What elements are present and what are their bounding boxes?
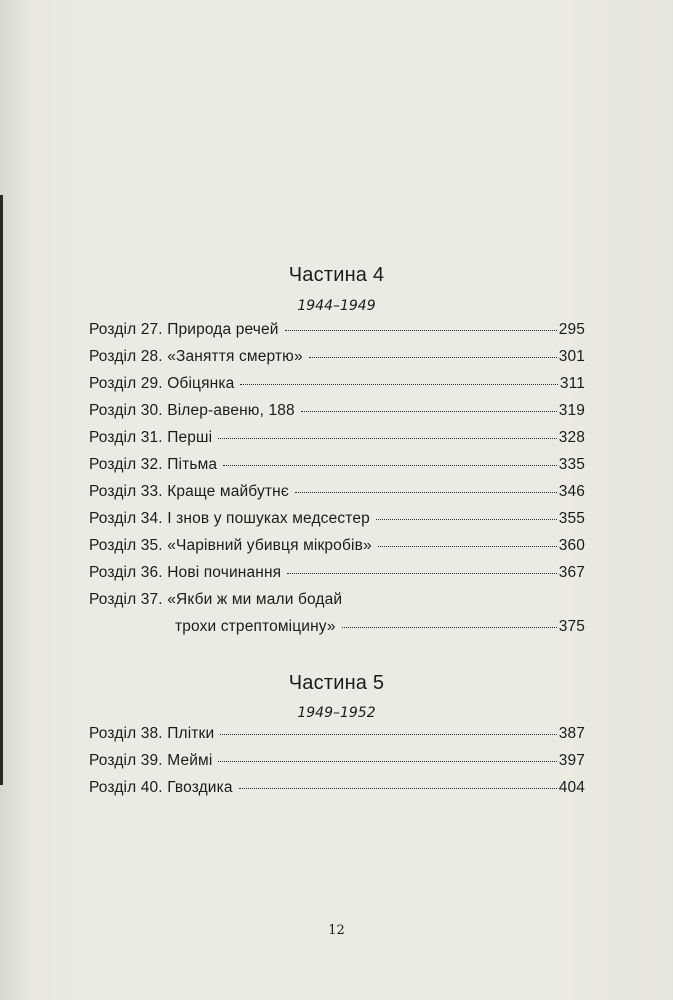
toc-entry-label: Розділ 38. Плітки [89, 725, 215, 742]
toc-entry-page: 387 [558, 725, 585, 742]
dot-leader [301, 410, 557, 412]
toc-entry-label: Розділ 33. Краще майбутнє [89, 483, 289, 500]
part-title: Частина 4 [288, 264, 385, 286]
toc-entry-label: трохи стрептоміцину» [175, 618, 336, 635]
toc-entry-page: 346 [558, 483, 585, 500]
toc-entry-page: 301 [558, 348, 585, 365]
toc-entry[interactable] [89, 510, 585, 537]
toc-entry[interactable] [89, 483, 585, 510]
part-years: 1944–1949 [297, 298, 376, 314]
toc-list [89, 725, 585, 806]
toc-entry-continuation[interactable] [89, 618, 585, 645]
dot-leader [285, 329, 557, 331]
toc-entry-page: 360 [558, 537, 585, 554]
dot-leader [342, 626, 557, 628]
toc-entry[interactable] [89, 348, 585, 375]
toc-entry-label: Розділ 30. Вілер-авеню, 188 [89, 402, 295, 419]
toc-entry-page: 355 [558, 510, 585, 527]
toc-entry-label: Розділ 28. «Заняття смертю» [89, 348, 303, 365]
part-title: Частина 5 [288, 672, 385, 694]
toc-entry-label: Розділ 36. Нові починання [89, 564, 282, 581]
part-years: 1949–1952 [297, 705, 376, 721]
dot-leader [287, 572, 556, 574]
toc-entry-label: Розділ 34. І знов у пошуках медсестер [89, 510, 370, 527]
toc-list [89, 321, 585, 645]
toc-entry-label: Розділ 31. Перші [89, 429, 213, 446]
toc-entry[interactable] [89, 564, 585, 591]
toc-entry[interactable] [89, 537, 585, 564]
dot-leader [240, 383, 557, 385]
dot-leader [218, 437, 556, 439]
page-number: 12 [328, 923, 345, 938]
dot-leader [376, 518, 557, 520]
toc-entry-page: 397 [558, 752, 585, 769]
dot-leader [218, 760, 556, 762]
toc-entry-label: Розділ 39. Меймі [89, 752, 213, 769]
toc-entry-page: 375 [558, 618, 585, 635]
toc-entry-page: 328 [558, 429, 585, 446]
toc-entry-page: 295 [558, 321, 585, 338]
toc-entry-label: Розділ 32. Пітьма [89, 456, 218, 473]
toc-entry-page: 367 [558, 564, 585, 581]
toc-entry[interactable] [89, 429, 585, 456]
toc-entry-label: Розділ 27. Природа речей [89, 321, 279, 338]
toc-entry-label: Розділ 40. Гвоздика [89, 779, 233, 796]
dot-leader [220, 733, 556, 735]
toc-entry-page: 311 [559, 375, 585, 392]
dot-leader [239, 787, 557, 789]
toc-entry-page: 335 [558, 456, 585, 473]
toc-entry[interactable] [89, 456, 585, 483]
toc-entry-label: Розділ 37. «Якби ж ми мали бодай [89, 591, 343, 608]
toc-entry[interactable] [89, 779, 585, 806]
dot-leader [378, 545, 557, 547]
dot-leader [309, 356, 557, 358]
toc-entry-page: 404 [558, 779, 585, 796]
toc-entry[interactable] [89, 375, 585, 402]
toc-entry-label: Розділ 29. Обіцянка [89, 375, 235, 392]
toc-entry[interactable] [89, 402, 585, 429]
toc-entry[interactable] [89, 752, 585, 779]
toc-entry[interactable] [89, 725, 585, 752]
toc-entry-label: Розділ 35. «Чарівний убивця мікробів» [89, 537, 372, 554]
toc-entry[interactable] [89, 591, 585, 618]
dot-leader [295, 491, 557, 493]
dot-leader [223, 464, 557, 466]
toc-entry[interactable] [89, 321, 585, 348]
toc-entry-page: 319 [558, 402, 585, 419]
